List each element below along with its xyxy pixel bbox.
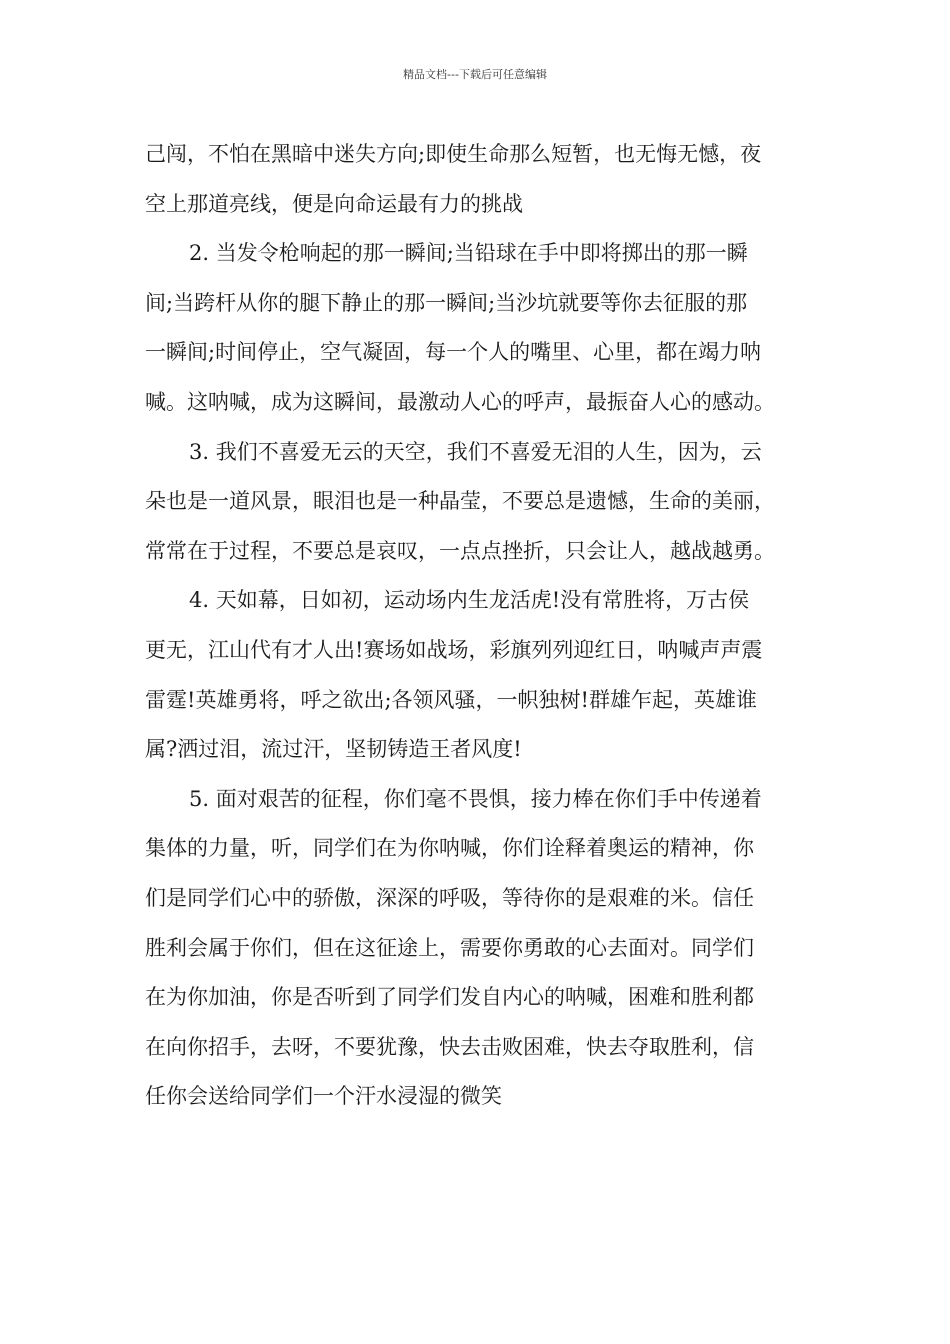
paragraph-5-line-4: 胜利会属于你们，但在这征途上，需要你勇敢的心去面对。同学们: [145, 935, 754, 960]
paragraph-5-line-6: 在向你招手，去呀，不要犹豫，快去击败困难，快去夺取胜利，信: [145, 1034, 754, 1059]
paragraph-3-line-1: 3. 我们不喜爱无云的天空，我们不喜爱无泪的人生，因为，云: [189, 439, 762, 464]
paragraph-5-line-7: 任你会送给同学们一个汗水浸湿的微笑: [145, 1084, 502, 1109]
paragraph-5-line-2: 集体的力量，听，同学们在为你呐喊，你们诠释着奥运的精神，你: [145, 836, 754, 861]
paragraph-4-line-1: 4. 天如幕，日如初，运动场内生龙活虎!没有常胜将，万古侯: [189, 588, 750, 613]
paragraph-4-line-4: 属?洒过泪，流过汗，坚韧铸造王者风度!: [145, 737, 522, 762]
paragraph-2-line-3: 一瞬间;时间停止，空气凝固，每一个人的嘴里、心里，都在竭力呐: [145, 340, 762, 365]
paragraph-3-line-3: 常常在于过程，不要总是哀叹，一点点挫折，只会让人，越战越勇。: [145, 538, 775, 563]
paragraph-2-line-1: 2. 当发令枪响起的那一瞬间;当铅球在手中即将掷出的那一瞬: [189, 241, 748, 266]
paragraph-2-line-2: 间;当跨杆从你的腿下静止的那一瞬间;当沙坑就要等你去征服的那: [145, 290, 748, 315]
document-body: [145, 130, 825, 1122]
paragraph-4-line-3: 雷霆!英雄勇将，呼之欲出;各领风骚，一帜独树!群雄乍起，英雄谁: [145, 687, 757, 712]
paragraph-5-line-1: 5. 面对艰苦的征程，你们毫不畏惧，接力棒在你们手中传递着: [189, 786, 762, 811]
page-header: 精品文档---下载后可任意编辑: [403, 68, 547, 81]
paragraph-5-line-3: 们是同学们心中的骄傲，深深的呼吸，等待你的是艰难的米。信任: [145, 885, 754, 910]
paragraph-2-line-4: 喊。这呐喊，成为这瞬间，最激动人心的呼声，最振奋人心的感动。: [145, 389, 775, 414]
paragraph-3-line-2: 朵也是一道风景，眼泪也是一种晶莹，不要总是遗憾，生命的美丽，: [145, 489, 775, 514]
paragraph-4-line-2: 更无，江山代有才人出!赛场如战场，彩旗列列迎红日，呐喊声声震: [145, 637, 763, 662]
paragraph-1-line-1: 己闯，不怕在黑暗中迷失方向;即使生命那么短暂，也无悔无憾，夜: [145, 142, 762, 166]
paragraph-1-line-2: 空上那道亮线，便是向命运最有力的挑战: [145, 191, 523, 216]
paragraph-5-line-5: 在为你加油，你是否听到了同学们发自内心的呐喊，困难和胜利都: [145, 985, 754, 1010]
